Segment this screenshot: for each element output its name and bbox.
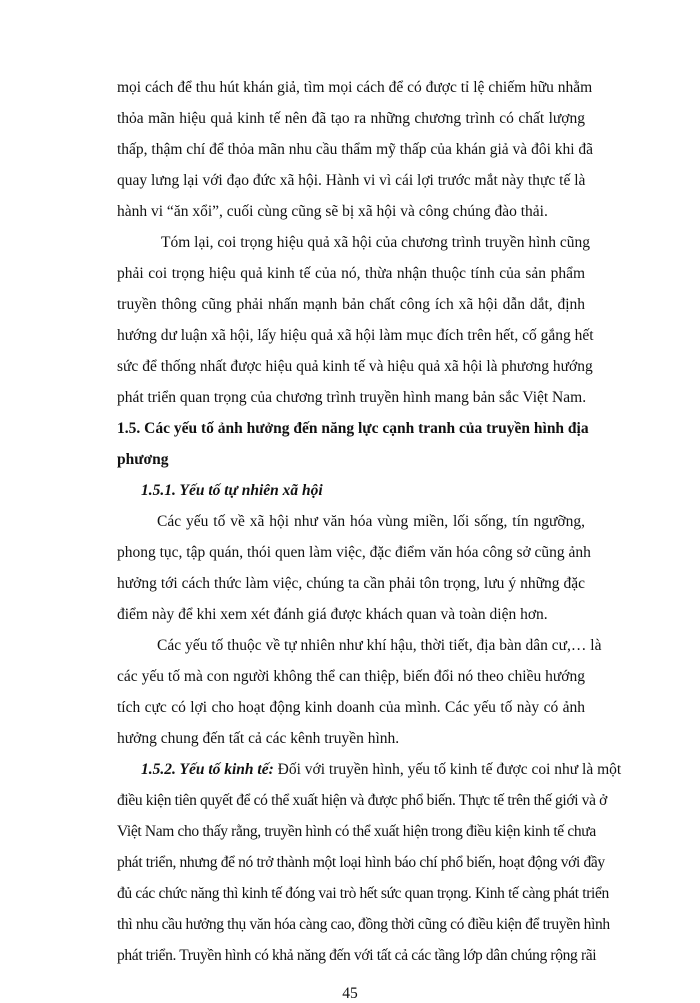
text-line: mọi cách để thu hút khán giả, tìm mọi cách để có được tỉ lệ chiếm hữu nhằm <box>117 79 593 96</box>
text-line: sức để thống nhất được hiệu quả kinh tế và hiệu quả xã hội là phương hướng <box>117 358 593 375</box>
text-line: tích cực có lợi cho hoạt động kinh doanh của mình. Các yếu tố này có ảnh <box>117 699 585 716</box>
text-line: thì nhu cầu hưởng thụ văn hóa càng cao, đồng thời cũng có điều kiện để truyền hình <box>117 916 610 933</box>
text-line: thỏa mãn hiệu quả kinh tế nên đã tạo ra những chương trình có chất lượng <box>117 110 585 127</box>
text-line: Tóm lại, coi trọng hiệu quả xã hội của chương trình truyền hình cũng <box>161 234 590 251</box>
text-line: điểm này để khi xem xét đánh giá được khách quan và toàn diện hơn. <box>117 606 548 623</box>
text-line: đủ các chức năng thì kinh tế đóng vai trò hết sức quan trọng. Kinh tế càng phát triển <box>117 885 609 902</box>
text-line: hưởng chung đến tất cả các kênh truyền hình. <box>117 730 400 747</box>
text-line: Các yếu tố về xã hội như văn hóa vùng miền, lối sống, tín ngưỡng, <box>157 513 585 530</box>
text-line: Việt Nam cho thấy rằng, truyền hình có thể xuất hiện trong điều kiện kinh tế chưa <box>117 823 596 840</box>
text-line: phát triển. Truyền hình có khả năng đến với tất cả các tầng lớp dân chúng rộng rãi <box>117 947 597 964</box>
heading-line: 1.5. Các yếu tố ảnh hưởng đến năng lực cạnh tranh của truyền hình địa <box>117 420 589 437</box>
subsection-heading-1-5-2: 1.5.2. Yếu tố kinh tế: <box>141 761 274 778</box>
text-line: thấp, thậm chí để thỏa mãn nhu cầu thẩm mỹ thấp của khán giả và đôi khi đã <box>117 141 594 158</box>
subsection-heading-1-5-1: 1.5.1. Yếu tố tự nhiên xã hội <box>141 482 323 499</box>
text-line: Các yếu tố thuộc về tự nhiên như khí hậu, thời tiết, địa bàn dân cư,… là <box>157 637 602 654</box>
text-line: phát triển, nhưng để nó trở thành một loại hình báo chí phổ biến, hoạt động với đầy <box>117 854 605 871</box>
heading-line: phương <box>117 451 169 468</box>
text-line: quay lưng lại với đạo đức xã hội. Hành vi vì cái lợi trước mắt này thực tế là <box>117 172 586 189</box>
text-line: hành vi “ăn xổi”, cuối cùng cũng sẽ bị xã hội và công chúng đào thải. <box>117 203 548 220</box>
text-line: hưởng tới cách thức làm việc, chúng ta cần phải tôn trọng, lưu ý những đặc <box>117 575 585 592</box>
inline-text: Đối với truyền hình, yếu tố kinh tế được coi như là một <box>273 761 622 778</box>
text-line: phát triển quan trọng của chương trình truyền hình mang bản sắc Việt Nam. <box>117 389 587 406</box>
page-number: 45 <box>342 985 358 1002</box>
text-line: truyền thông cũng phải nhấn mạnh bản chất công ích xã hội dẫn dắt, định <box>117 296 585 313</box>
text-line <box>141 760 622 780</box>
text-line: các yếu tố mà con người không thể can thiệp, biến đổi nó theo chiều hướng <box>117 668 585 685</box>
text-line: điều kiện tiên quyết để có thể xuất hiện và được phổ biến. Thực tế trên thế giới và ở <box>117 792 607 809</box>
text-line: phải coi trọng hiệu quả kinh tế của nó, thừa nhận thuộc tính của sản phẩm <box>117 265 585 282</box>
text-line: hướng dư luận xã hội, lấy hiệu quả xã hội làm mục đích trên hết, cố gắng hết <box>117 327 594 344</box>
text-line: phong tục, tập quán, thói quen làm việc, đặc điểm văn hóa công sở cũng ảnh <box>117 544 591 561</box>
